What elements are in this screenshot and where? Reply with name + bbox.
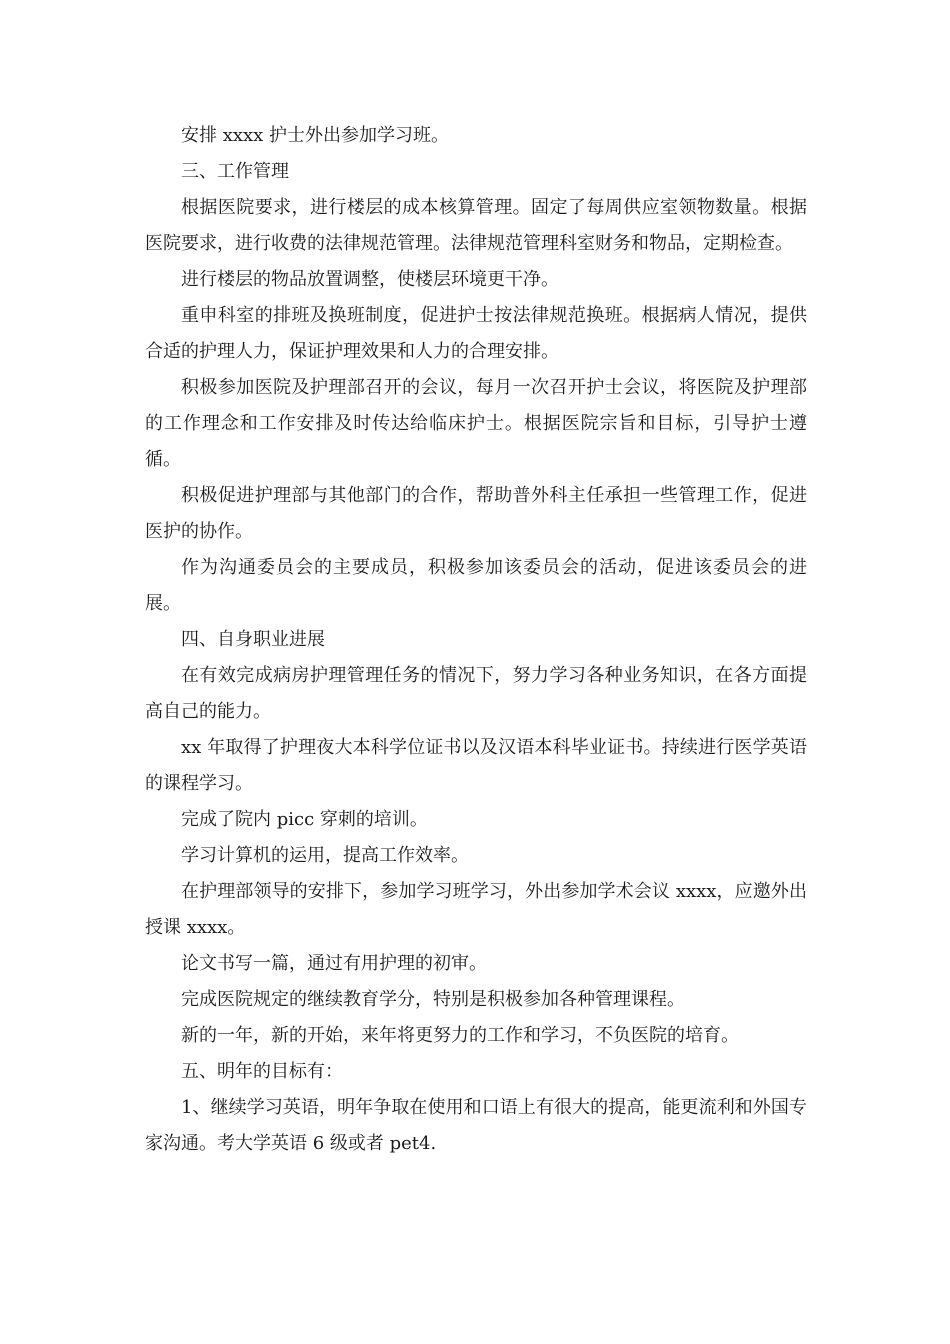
paragraph-floor-arrangement: 进行楼层的物品放置调整，使楼层环境更干净。 <box>181 269 559 290</box>
paragraph-meetings: 积极参加医院及护理部召开的会议，每月一次召开护士会议，将医院及护理部的工作理念和工作安排及时传达给临床护士。根据医院宗旨和目标，引导护士遵循。 <box>145 377 807 470</box>
paragraph-picc-training: 完成了院内 picc 穿刺的培训。 <box>181 809 428 830</box>
paragraph-computer-skills: 学习计算机的运用，提高工作效率。 <box>181 845 469 866</box>
section-heading-work-management: 三、工作管理 <box>181 161 289 182</box>
document-body <box>145 118 807 1162</box>
paragraph-learning: 在有效完成病房护理管理任务的情况下，努力学习各种业务知识，在各方面提高自己的能力。 <box>145 665 807 722</box>
paragraph-conferences: 在护理部领导的安排下，参加学习班学习，外出参加学术会议 xxxx，应邀外出授课 xxxx。 <box>145 881 807 938</box>
paragraph-continuing-education: 完成医院规定的继续教育学分，特别是积极参加各种管理课程。 <box>181 989 685 1010</box>
paragraph-arrange-study: 安排 xxxx 护士外出参加学习班。 <box>181 125 450 146</box>
paragraph-committee: 作为沟通委员会的主要成员，积极参加该委员会的活动，促进该委员会的进展。 <box>145 557 807 614</box>
paragraph-paper: 论文书写一篇，通过有用护理的初审。 <box>181 953 487 974</box>
section-heading-next-year-goals: 五、明年的目标有： <box>181 1061 343 1082</box>
paragraph-cooperation: 积极促进护理部与其他部门的合作，帮助普外科主任承担一些管理工作，促进医护的协作。 <box>145 485 807 542</box>
paragraph-new-year: 新的一年，新的开始，来年将更努力的工作和学习，不负医院的培育。 <box>181 1025 739 1046</box>
paragraph-cost-accounting: 根据医院要求，进行楼层的成本核算管理。固定了每周供应室领物数量。根据医院要求，进行收费的法律规范管理。法律规范管理科室财务和物品，定期检查。 <box>145 197 807 254</box>
paragraph-shift-system: 重申科室的排班及换班制度，促进护士按法律规范换班。根据病人情况，提供合适的护理人力，保证护理效果和人力的合理安排。 <box>145 305 807 362</box>
paragraph-certificates: xx 年取得了护理夜大本科学位证书以及汉语本科毕业证书。持续进行医学英语的课程学习。 <box>145 737 807 794</box>
paragraph-goal-english: 1、继续学习英语，明年争取在使用和口语上有很大的提高，能更流利和外国专家沟通。考大学英语 6 级或者 pet4. <box>145 1097 807 1154</box>
section-heading-career-progress: 四、自身职业进展 <box>181 629 325 650</box>
